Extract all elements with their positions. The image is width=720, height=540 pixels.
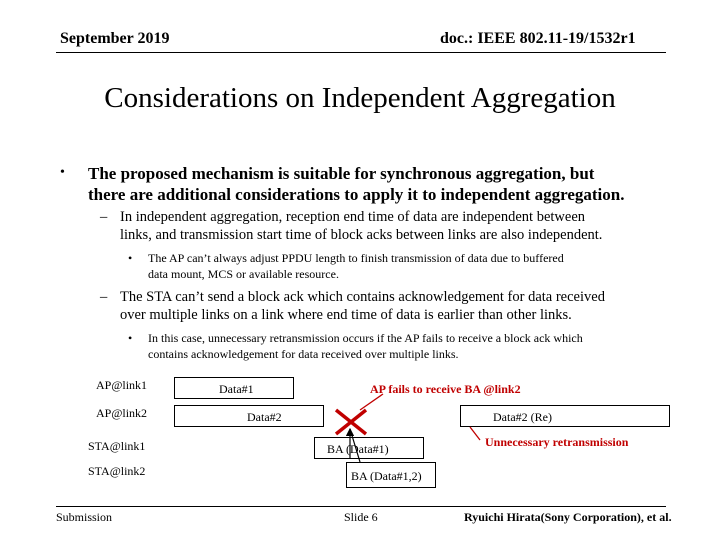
dash-marker: – bbox=[100, 289, 108, 305]
sub-2-line-1: The STA can’t send a block ack which contains acknowledgement for data received bbox=[120, 289, 605, 305]
bullet-marker: • bbox=[60, 165, 65, 180]
header-doc-id: doc.: IEEE 802.11-19/1532r1 bbox=[440, 30, 636, 47]
small-bullet-marker: • bbox=[128, 331, 133, 345]
bullet-1-line-2: there are additional considerations to apply it to independent aggregation. bbox=[88, 185, 625, 204]
sub-2-line-2: over multiple links on a link where end time of data is earlier than other links. bbox=[120, 307, 572, 323]
footer-divider bbox=[56, 506, 666, 507]
data-2-label: Data#2 bbox=[247, 410, 282, 424]
footer-left: Submission bbox=[56, 510, 113, 524]
fail-annotation: AP fails to receive BA @link2 bbox=[370, 382, 521, 396]
footer-author: Ryuichi Hirata(Sony Corporation), et al. bbox=[464, 510, 672, 524]
ba-12-arrow bbox=[350, 429, 360, 462]
sub-2-detail-line-1: In this case, unnecessary retransmission occurs if the AP fails to receive a block ack which bbox=[148, 331, 583, 345]
sub-1-line-1: In independent aggregation, reception end time of data are independent between bbox=[120, 209, 586, 225]
data-1-label: Data#1 bbox=[219, 382, 254, 396]
slide-title: Considerations on Independent Aggregation bbox=[104, 82, 616, 114]
data-2-re-label: Data#2 (Re) bbox=[493, 410, 552, 424]
sub-1-line-2: links, and transmission start time of block acks between links are also independent. bbox=[120, 227, 603, 243]
sub-1-detail-line-2: data mount, MCS or available resource. bbox=[148, 267, 339, 281]
small-bullet-marker: • bbox=[128, 251, 133, 265]
sub-1-detail-line-1: The AP can’t always adjust PPDU length to finish transmission of data due to buffered bbox=[148, 251, 564, 265]
fail-pointer bbox=[360, 394, 383, 410]
header-date: September 2019 bbox=[60, 30, 170, 47]
retx-pointer bbox=[470, 427, 480, 440]
sub-2-detail-line-2: contains acknowledgement for data received over multiple links. bbox=[148, 347, 459, 361]
row-label-sta-link1: STA@link1 bbox=[88, 439, 146, 453]
retransmission-annotation: Unnecessary retransmission bbox=[485, 435, 629, 449]
bullet-1-line-1: The proposed mechanism is suitable for synchronous aggregation, but bbox=[88, 164, 595, 183]
row-label-sta-link2: STA@link2 bbox=[88, 464, 146, 478]
footer-slide-number: Slide 6 bbox=[344, 510, 378, 524]
row-label-ap-link1: AP@link1 bbox=[96, 378, 148, 392]
dash-marker: – bbox=[100, 209, 108, 225]
ba-data-1-label: BA (Data#1) bbox=[327, 442, 389, 456]
ba-data-1-2-label: BA (Data#1,2) bbox=[351, 469, 422, 483]
row-label-ap-link2: AP@link2 bbox=[96, 406, 148, 420]
